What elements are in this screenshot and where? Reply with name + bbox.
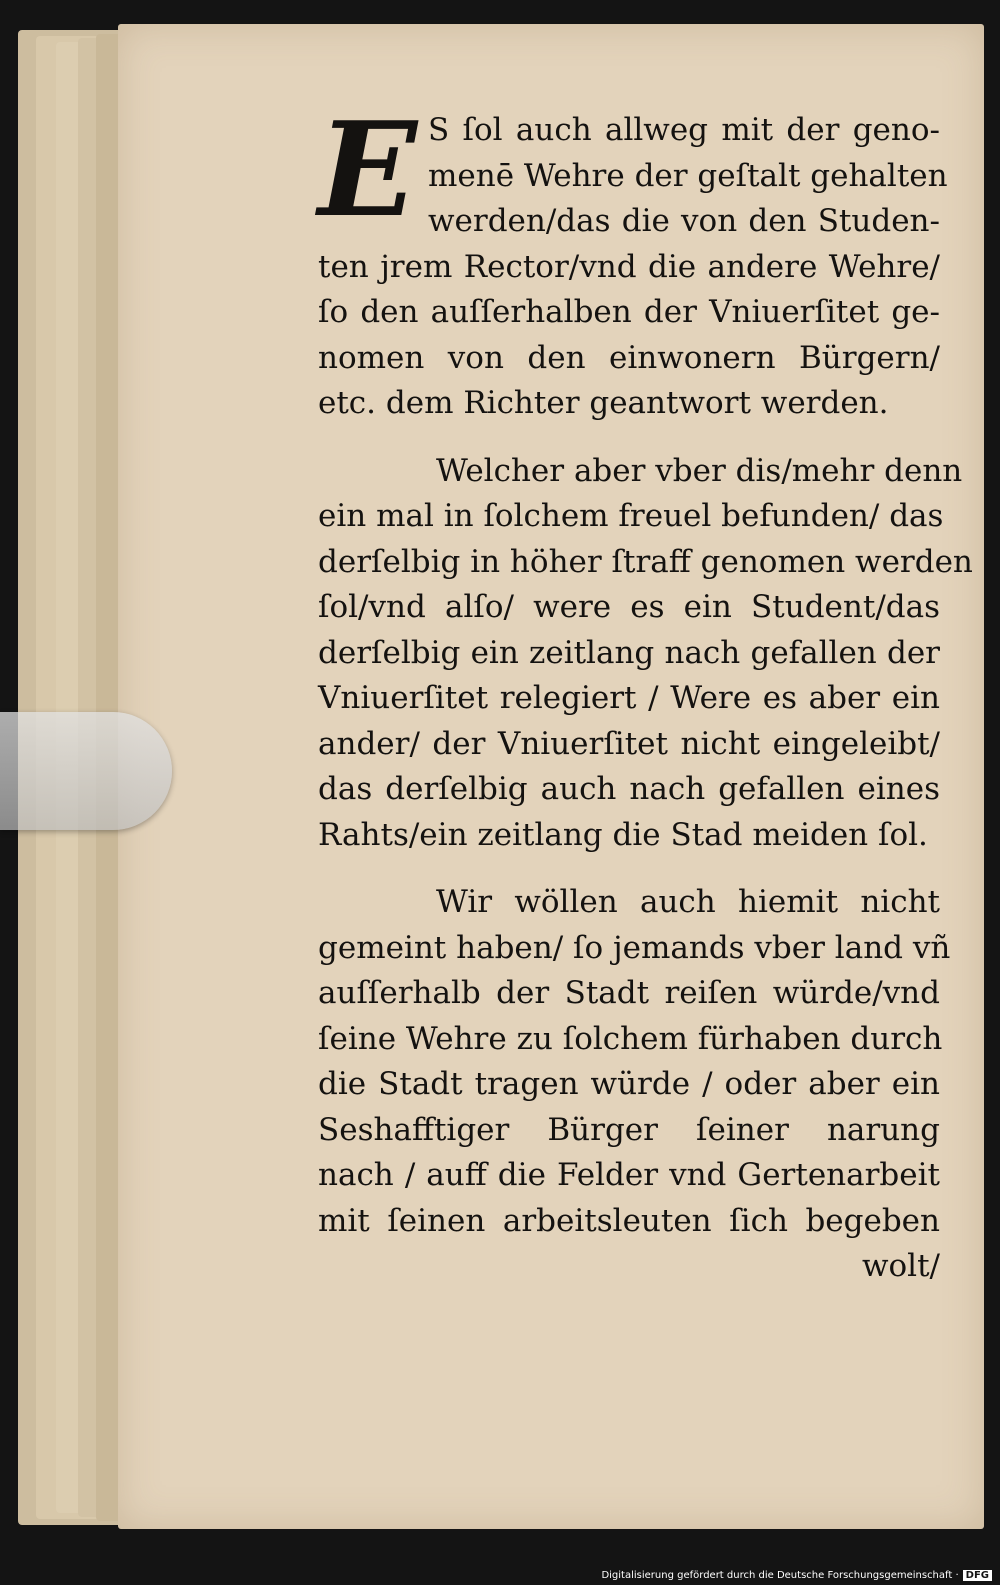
text-line: menē Wehre der geſtalt gehalten: [428, 157, 948, 194]
text-line: derſelbig ein zeitlang nach gefallen der: [318, 634, 940, 671]
text-line: mit ſeinen arbeitsleuten ſich begeben: [318, 1202, 940, 1239]
text-line: ſol/vnd alſo/ were es ein Student/das: [318, 589, 940, 625]
digitization-credit: [601, 1570, 992, 1581]
text-line: ſo den auſſerhalben der Vniuerſitet ge-: [318, 294, 940, 330]
text-line: etc. dem Richter geantwort werden.: [318, 385, 889, 421]
catchword: wolt/: [861, 1248, 940, 1284]
text-line: ten jrem Rector/vnd die andere Wehre/: [318, 248, 940, 285]
dfg-logo: DFG: [963, 1570, 992, 1581]
text-line: nomen von den einwonern Bürgern/: [318, 339, 940, 376]
text-line: ſeine Wehre zu ſolchem fürhaben durch: [318, 1020, 943, 1057]
page-clip: [0, 712, 172, 830]
text-line: ein mal in ſolchem freuel befunden/ das: [318, 498, 944, 534]
credit-text: Digitalisierung gefördert durch die Deutsche Forschungsgemeinschaft ·: [601, 1570, 959, 1581]
text-line: derſelbig in höher ſtraff genomen werden: [318, 543, 973, 580]
text-line: ander/ der Vniuerſitet nicht eingeleibt/: [318, 725, 940, 762]
paragraph-2: [318, 449, 973, 859]
text-line: Welcher aber vber dis/mehr denn: [436, 452, 963, 489]
text-line: Seshafftiger Bürger ſeiner narung: [318, 1111, 940, 1148]
text-line: auſſerhalb der Stadt reiſen würde/vnd: [318, 975, 940, 1011]
text-line: Rahts/ein zeitlang die Stad meiden ſol.: [318, 816, 928, 853]
text-line: S ſol auch allweg mit der geno-: [428, 112, 940, 148]
text-line: die Stadt tragen würde / oder aber ein: [318, 1066, 940, 1102]
drop-cap: E: [318, 93, 418, 246]
page-text: [318, 93, 973, 1290]
text-line: nach / auff die Felder vnd Gertenarbeit: [318, 1157, 940, 1193]
text-line: werden/das die von den Studen-: [428, 203, 940, 239]
paragraph-1: [318, 93, 948, 427]
text-line: Vniuerſitet relegiert / Were es aber ein: [318, 680, 940, 716]
text-line: gemeint haben/ ſo jemands vber land vñ: [318, 929, 951, 966]
text-line: das derſelbig auch nach gefallen eines: [318, 771, 940, 807]
text-line: Wir wöllen auch hiemit nicht: [436, 884, 940, 920]
paragraph-3: [318, 880, 951, 1290]
